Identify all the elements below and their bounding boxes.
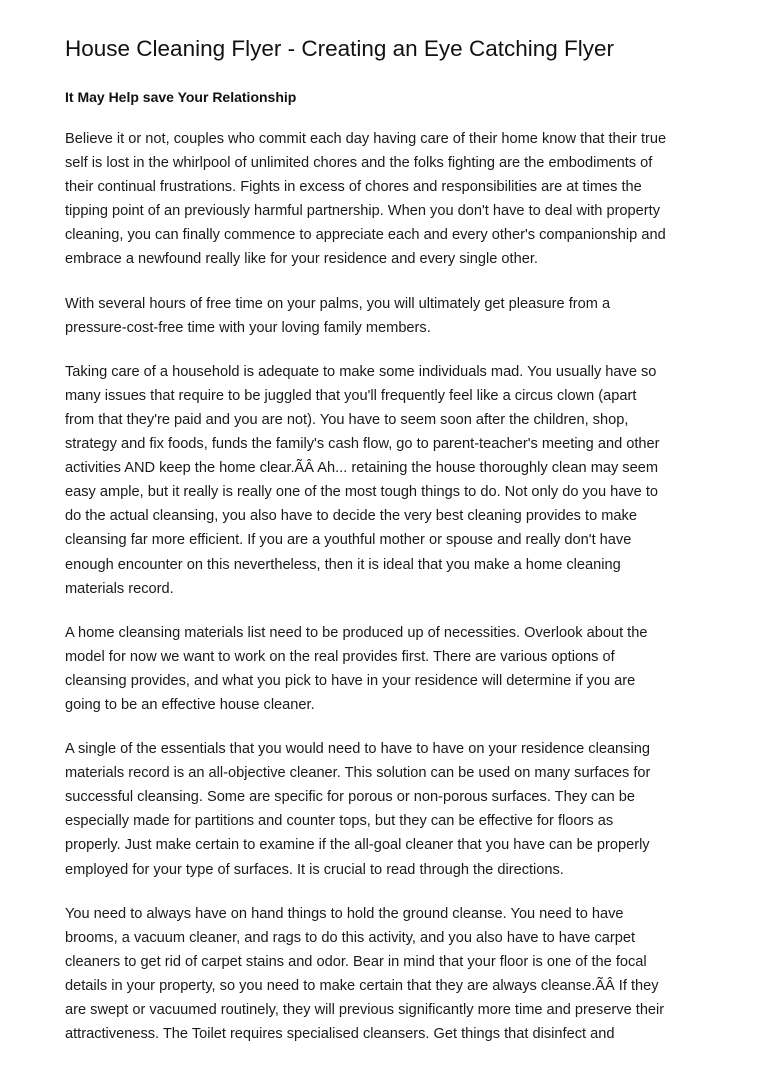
section-subheading: It May Help save Your Relationship [65, 89, 297, 105]
document-body [65, 127, 713, 1046]
body-paragraph [65, 127, 713, 272]
paragraph-line: pressure-cost-free time with your loving family members. [65, 319, 431, 336]
body-paragraph [65, 360, 713, 601]
paragraph-line: You need to always have on hand things to hold the ground cleanse. You need to have [65, 905, 624, 922]
paragraph-line: cleansing far more efficient. If you are a youthful mother or spouse and really don't have [65, 532, 632, 549]
paragraph-line: are swept or vacuumed routinely, they will previous significantly more time and preserve their [65, 1002, 665, 1018]
body-paragraph [65, 621, 713, 717]
paragraph-line: many issues that require to be juggled that you'll frequently feel like a circus clown (apart [65, 387, 637, 404]
paragraph-line: attractiveness. The Toilet requires specialised cleansers. Get things that disinfect and [65, 1026, 615, 1043]
paragraph-line: model for now we want to work on the real provides first. There are various options of [65, 648, 615, 665]
paragraph-line: easy ample, but it really is really one of the most tough things to do. Not only do you have to [65, 484, 659, 501]
body-paragraph [65, 292, 713, 340]
paragraph-line: A single of the essentials that you would need to have to have on your residence cleansing [65, 741, 650, 758]
body-paragraph [65, 737, 713, 882]
paragraph-line: cleansing provides, and what you pick to have in your residence will determine if you are [65, 672, 636, 689]
document-page [65, 34, 713, 1046]
paragraph-line: With several hours of free time on your palms, you will ultimately get pleasure from a [65, 295, 611, 312]
paragraph-line: successful cleansing. Some are specific for porous or non-porous surfaces. They can be [65, 789, 635, 806]
paragraph-line: cleaners to get rid of carpet stains and odor. Bear in mind that your floor is one of the focal [65, 953, 647, 970]
paragraph-line: details in your property, so you need to make certain that they are always cleanse.ÃÂ If they [65, 977, 659, 994]
paragraph-line: self is lost in the whirlpool of unlimited chores and the folks fighting are the embodiments of [65, 155, 653, 172]
paragraph-line: strategy and fix foods, funds the family's cash flow, go to parent-teacher's meeting and other [65, 436, 660, 453]
paragraph-line: going to be an effective house cleaner. [65, 696, 315, 713]
paragraph-line: materials record is an all-objective cleaner. This solution can be used on many surfaces for [65, 765, 651, 782]
paragraph-line: do the actual cleansing, you also have to decide the very best cleaning provides to make [65, 508, 637, 525]
paragraph-line: materials record. [65, 580, 174, 597]
paragraph-line: enough encounter on this nevertheless, then it is ideal that you make a home cleaning [65, 556, 621, 573]
paragraph-line: activities AND keep the home clear.ÃÂ Ah... retaining the house thoroughly clean may seem [65, 460, 658, 477]
paragraph-line: brooms, a vacuum cleaner, and rags to do this activity, and you also have to have carpet [65, 929, 636, 946]
document-title: House Cleaning Flyer - Creating an Eye Catching Flyer [65, 36, 614, 61]
paragraph-line: especially made for partitions and counter tops, but they can be effective for floors as [65, 813, 614, 830]
paragraph-line: cleaning, you can finally commence to appreciate each and every other's companionship and [65, 227, 666, 244]
paragraph-line: tipping point of an previously harmful partnership. When you don't have to deal with property [65, 203, 660, 220]
body-paragraph [65, 902, 713, 1047]
paragraph-line: Taking care of a household is adequate to make some individuals mad. You usually have so [65, 363, 657, 380]
paragraph-line: embrace a newfound really like for your residence and every single other. [65, 251, 538, 268]
paragraph-line: properly. Just make certain to examine if the all-goal cleaner that you have can be properly [65, 837, 650, 854]
paragraph-line: Believe it or not, couples who commit each day having care of their home know that their true [65, 131, 667, 147]
paragraph-line: A home cleansing materials list need to be produced up of necessities. Overlook about the [65, 624, 648, 641]
paragraph-line: from that they're paid and you are not). You have to seem soon after the children, shop, [65, 411, 629, 428]
paragraph-line: their continual frustrations. Fights in excess of chores and responsibilities are at times the [65, 179, 642, 196]
paragraph-line: employed for your type of surfaces. It is crucial to read through the directions. [65, 861, 564, 878]
